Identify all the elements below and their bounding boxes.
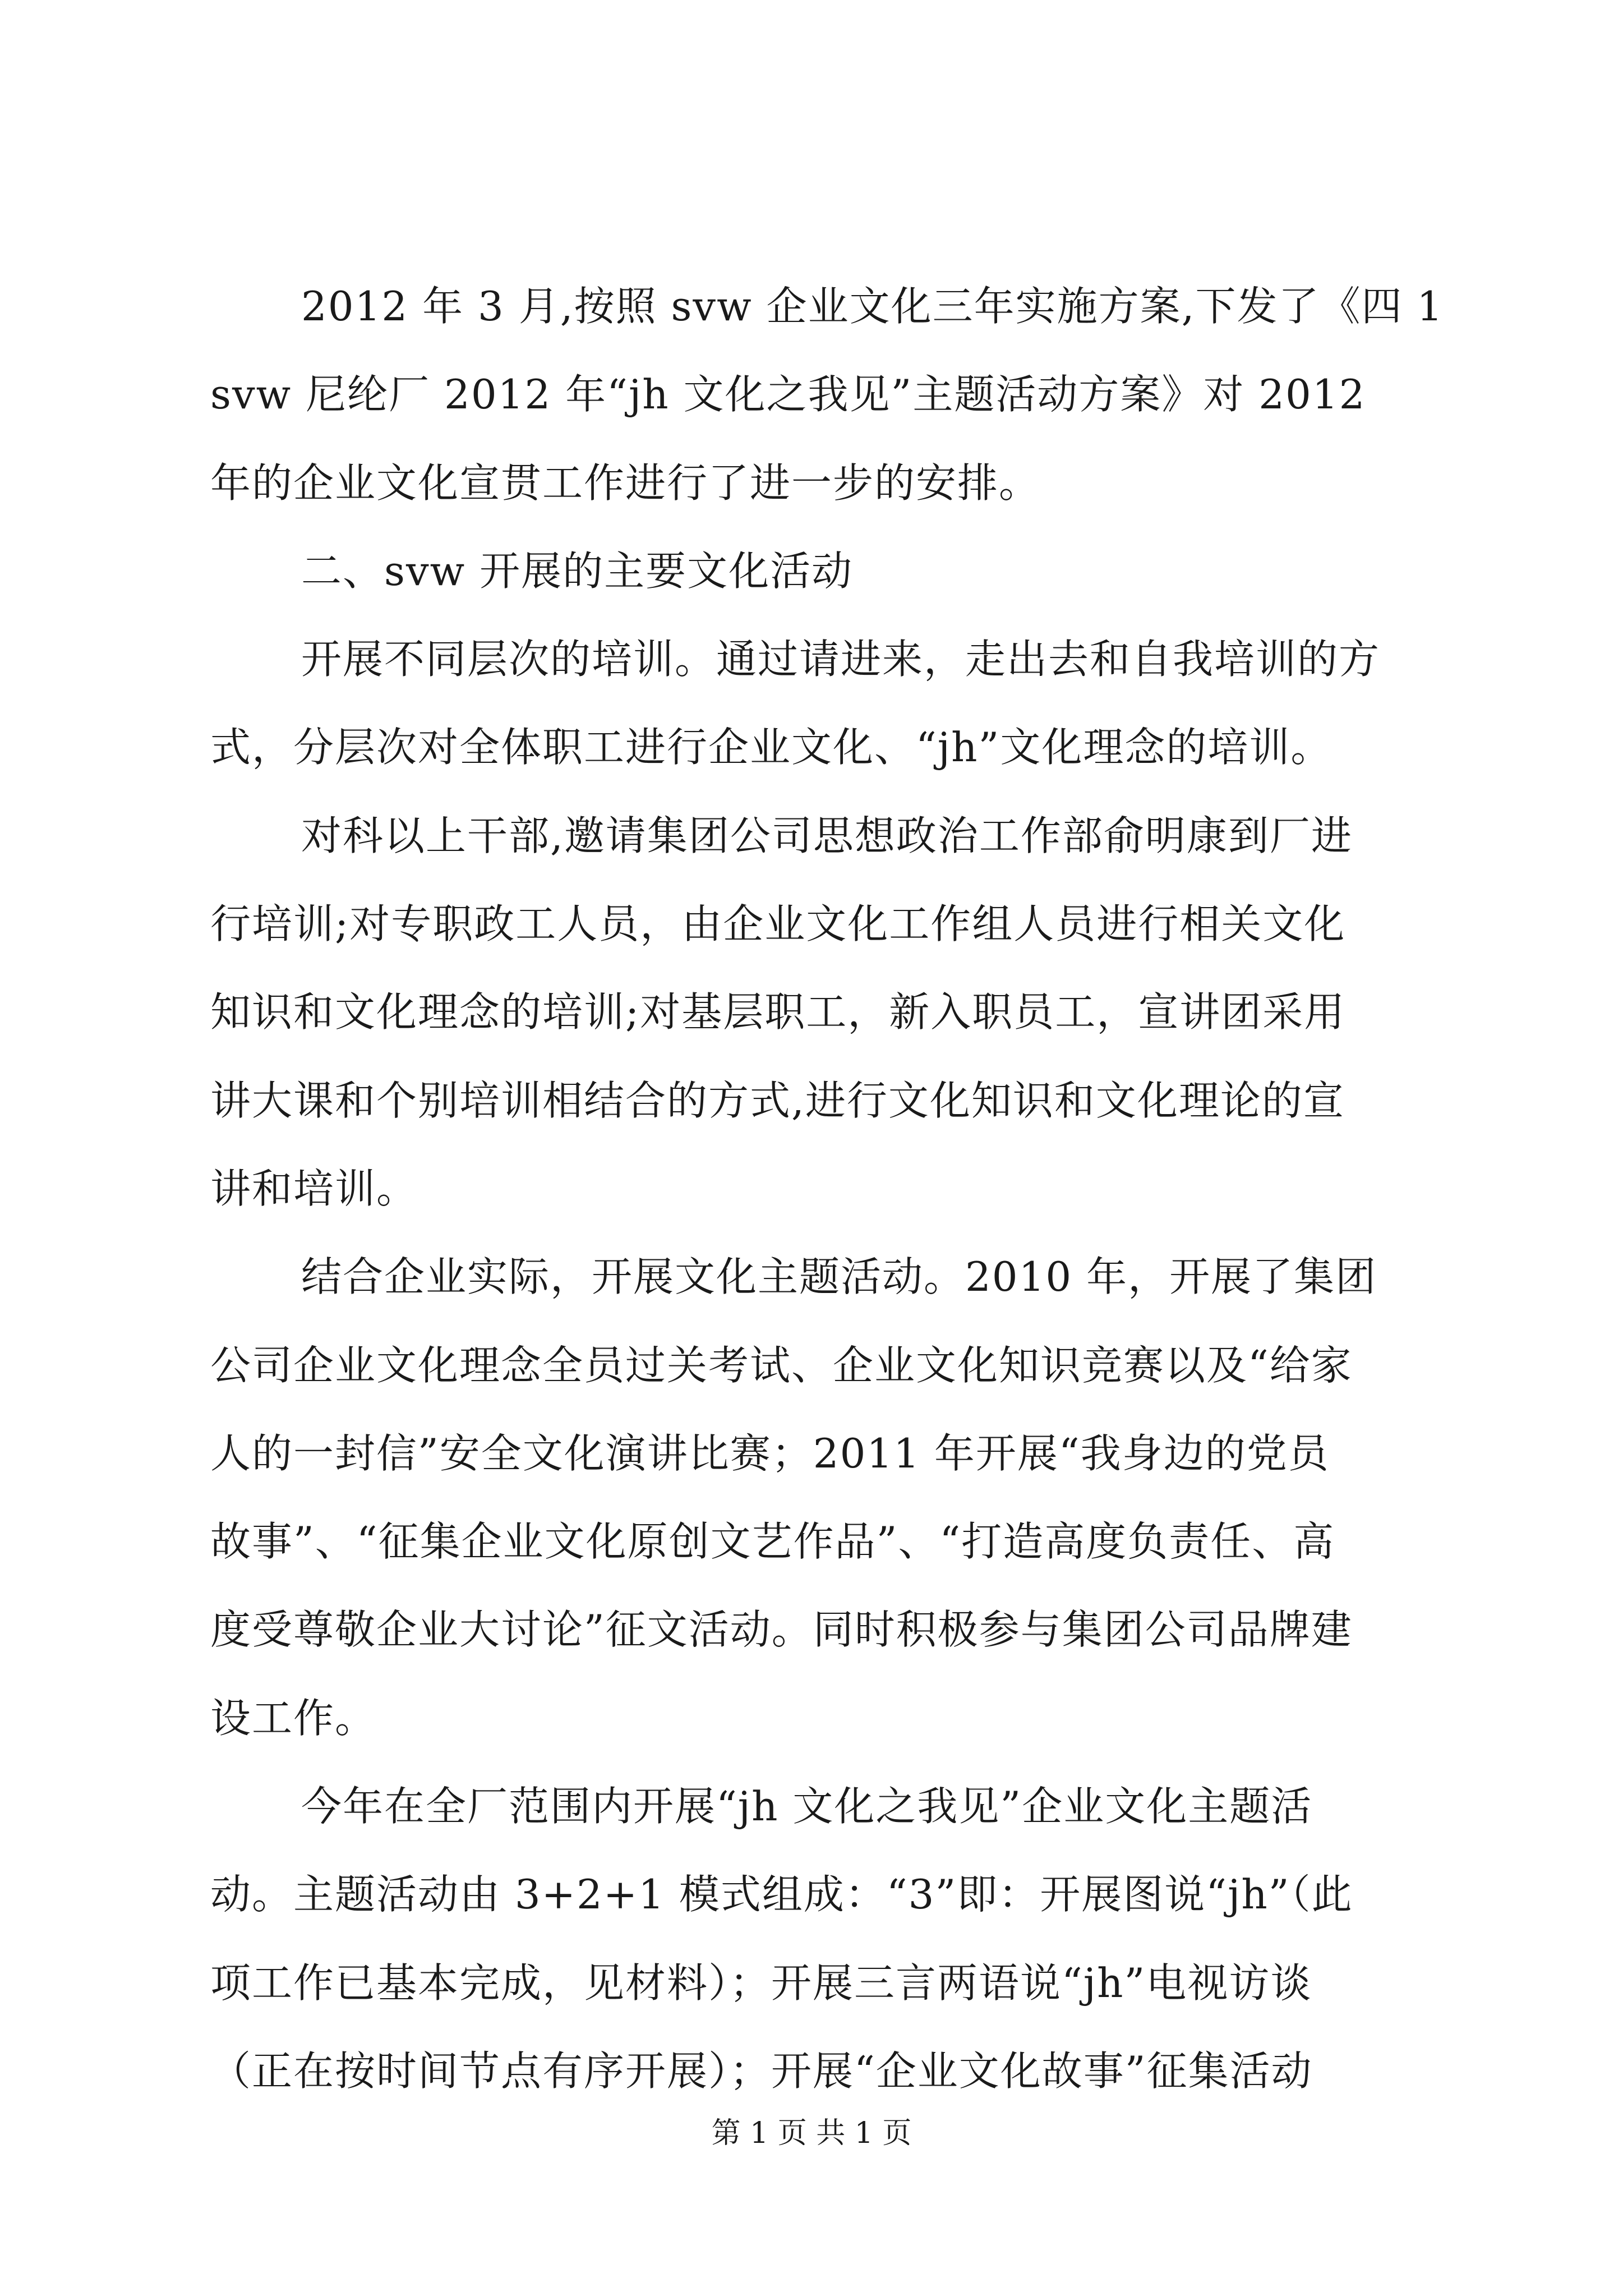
section-heading: 二、svw 开展的主要文化活动 — [301, 547, 854, 595]
paragraph-line: 对科以上干部,邀请集团公司思想政治工作部俞明康到厂进 — [301, 812, 1353, 859]
paragraph-line: 讲大课和个别培训相结合的方式,进行文化知识和文化理论的宣 — [210, 1076, 1345, 1124]
paragraph-line: 公司企业文化理念全员过关考试、企业文化知识竞赛以及“给家 — [210, 1341, 1353, 1389]
paragraph-line: svw 尼纶厂 2012 年“jh 文化之我见”主题活动方案》对 2012 — [210, 371, 1366, 418]
paragraph-line: （正在按时间节点有序开展）；开展“企业文化故事”征集活动 — [210, 2047, 1313, 2095]
paragraph-line: 度受尊敬企业大讨论”征文活动。同时积极参与集团公司品牌建 — [210, 1606, 1353, 1654]
page-number-footer: 第 1 页 共 1 页 — [711, 2116, 912, 2150]
paragraph-line: 行培训;对专职政工人员，由企业文化工作组人员进行相关文化 — [210, 900, 1346, 948]
paragraph-line: 人的一封信”安全文化演讲比赛；2011 年开展“我身边的党员 — [210, 1429, 1330, 1477]
paragraph-line: 开展不同层次的培训。通过请进来，走出去和自我培训的方 — [301, 636, 1381, 683]
paragraph-line: 项工作已基本完成，见材料）；开展三言两语说“jh”电视访谈 — [210, 1959, 1312, 2007]
paragraph-line: 2012 年 3 月,按照 svw 企业文化三年实施方案,下发了《四 1 — [301, 283, 1444, 330]
paragraph-line: 结合企业实际，开展文化主题活动。2010 年，开展了集团 — [301, 1253, 1377, 1301]
document-body — [210, 263, 1444, 2115]
paragraph-line: 故事”、“征集企业文化原创文艺作品”、“打造高度负责任、高 — [210, 1518, 1335, 1566]
paragraph-line: 今年在全厂范围内开展“jh 文化之我见”企业文化主题活 — [301, 1783, 1313, 1830]
paragraph-line: 设工作。 — [210, 1694, 377, 1742]
paragraph-line: 式，分层次对全体职工进行企业文化、“jh”文化理念的培训。 — [210, 724, 1332, 771]
paragraph-line: 动。主题活动由 3+2+1 模式组成：“3”即：开展图说“jh”（此 — [210, 1871, 1353, 1918]
paragraph-line: 知识和文化理念的培训;对基层职工，新入职员工，宣讲团采用 — [210, 988, 1346, 1036]
paragraph-line: 讲和培训。 — [210, 1165, 418, 1212]
paragraph-line: 年的企业文化宣贯工作进行了进一步的安排。 — [210, 459, 1041, 507]
